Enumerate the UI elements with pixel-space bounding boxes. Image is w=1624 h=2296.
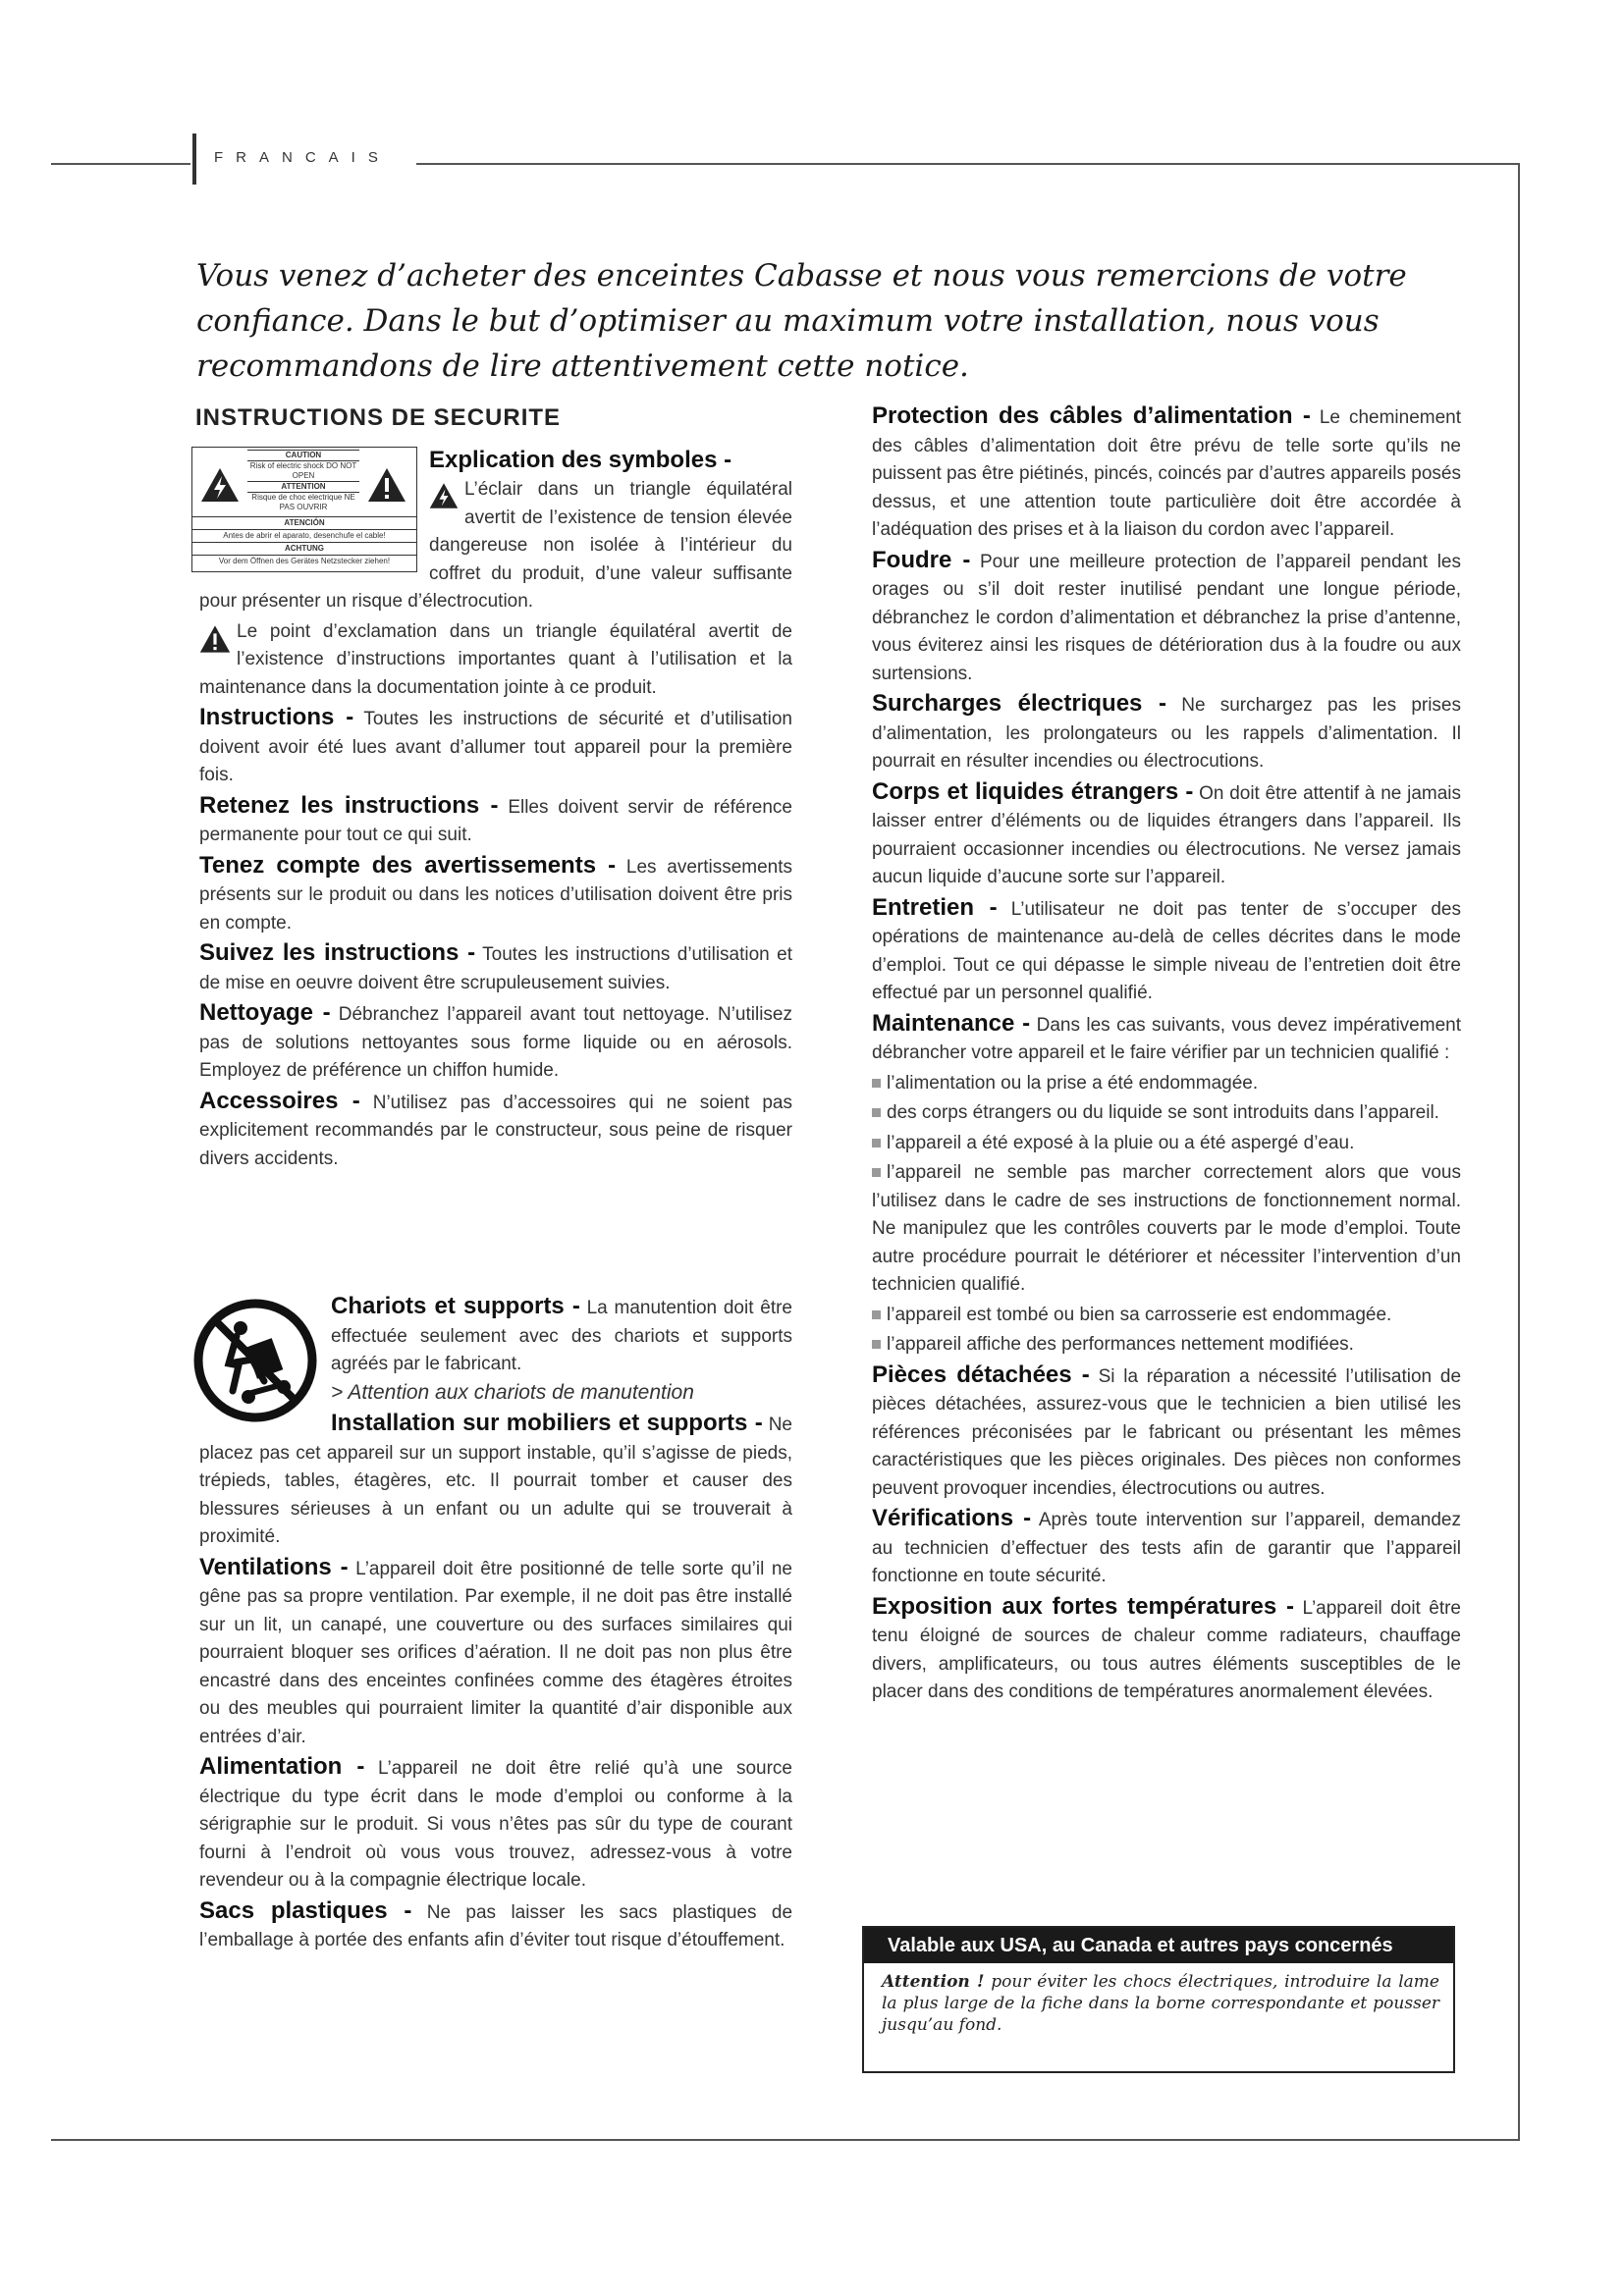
header-tick bbox=[192, 133, 196, 185]
item-text: Pour une meilleure protection de l’appareil pendant les orages ou s’il doit rester inutilisé pendant une longue période, débranchez le cordon d’alimentation et débranchez la prise d’antenne, vous éviterez ainsi les risques de détérioration dus à la foudre ou aux surtensions. bbox=[872, 551, 1461, 684]
maintenance-paragraph bbox=[872, 1010, 1461, 1068]
item-text: Toutes les instructions de sécurité et d’utilisation doivent avoir été lues avant d’allumer tout appareil pour la première fois. bbox=[199, 709, 792, 785]
instruction-item bbox=[199, 704, 792, 790]
frame-bottom-rule bbox=[51, 2139, 1520, 2141]
item-heading: Surcharges électriques - bbox=[872, 690, 1166, 717]
item-text: L’appareil doit être tenu éloigné de sources de chaleur comme radiateurs, chauffage divers, amplificateurs, ou tous autres éléments susceptibles de le placer dans des conditions de températures anormalement élevées. bbox=[872, 1597, 1461, 1702]
exclamation-text: Le point d’exclamation dans un triangle équilatéral avertit de l’existence d’instructions importantes quant à l’utilisation et la maintenance dans la documentation jointe à ce produit. bbox=[199, 620, 792, 698]
warning-label-top bbox=[247, 450, 359, 512]
caution-sub: Risk of electric shock DO NOT OPEN bbox=[249, 460, 357, 480]
item-heading: Foudre - bbox=[872, 546, 971, 573]
instruction-item bbox=[199, 1088, 792, 1174]
achtung-label: ACHTUNG bbox=[192, 542, 416, 556]
item-heading: Suivez les instructions - bbox=[199, 939, 476, 966]
item-text: On doit être attentif à ne jamais laisser entrer d’éléments ou de liquides étrangers dans l’appareil. Ils pourraient occasionner incendies ou électrocutions. Ne versez jamais aucun liquide d’aucune sorte sur l’appareil. bbox=[872, 782, 1461, 887]
item-text: Ne pas laisser les sacs plastiques de l’emballage à portée des enfants afin d’éviter tout risque d’étouffement. bbox=[199, 1901, 793, 1950]
left-column bbox=[195, 404, 793, 1957]
bullet-icon bbox=[872, 1108, 881, 1117]
item-text: Ne surchargez pas les prises d’alimentation, les prolongateurs ou les rappels d’alimentation. Il pourrait en résulter incendies ou électrocutions. bbox=[872, 695, 1461, 772]
instruction-item bbox=[872, 894, 1461, 1008]
bullet-text: l’appareil affiche des performances nettement modifiées. bbox=[887, 1334, 1354, 1355]
item-text: Les avertissements présents sur le produit ou dans les notices d’utilisation doivent être pris en compte. bbox=[199, 856, 793, 934]
maintenance-bullet bbox=[872, 1130, 1461, 1158]
usa-notice-title: Valable aux USA, au Canada et autres pays concernés bbox=[864, 1928, 1453, 1963]
chariots-text: La manutention doit être effectuée seulement avec des chariots et supports agréés par le fabricant. bbox=[331, 1298, 793, 1374]
instruction-item bbox=[872, 402, 1461, 545]
maintenance-bullet bbox=[872, 1302, 1461, 1330]
maintenance-bullet bbox=[872, 1099, 1461, 1128]
maintenance-heading: Maintenance - bbox=[872, 1009, 1031, 1037]
warning-label bbox=[191, 447, 417, 572]
achtung-sub: Vor dem Öffnen des Gerätes Netzstecker ziehen! bbox=[218, 556, 391, 565]
column-spacer bbox=[199, 1175, 792, 1293]
item-heading: Protection des câbles d’alimentation - bbox=[872, 402, 1311, 429]
usa-notice-lead: Attention ! bbox=[882, 1972, 985, 1992]
instruction-item bbox=[199, 1554, 792, 1752]
intro-text: Vous venez d’acheter des enceintes Cabasse et nous vous remercions de votre confiance. Dans le but d’optimiser au maximum votre installation, nous vous recommandons de lire attentivement cette notice. bbox=[196, 258, 1407, 384]
usa-notice-body: pour éviter les chocs électriques, introduire la lame la plus large de la fiche dans la borne correspondante et pousser jusqu’au fond. bbox=[882, 1972, 1439, 2035]
chariots-paragraph bbox=[199, 1293, 792, 1408]
instruction-item bbox=[872, 690, 1461, 776]
item-heading: Exposition aux fortes températures - bbox=[872, 1592, 1295, 1620]
instruction-item bbox=[199, 1753, 792, 1896]
symbols-text: L’éclair dans un triangle équilatéral avertit de l’existence de tension élevée dangereuse non isolée à l’intérieur du coffret du produit, d’une valeur suffisante pour présenter un risque d’électrocution. bbox=[199, 479, 792, 612]
item-text: Après toute intervention sur l’appareil, demandez au technicien d’effectuer des tests afin de garantir que l’appareil fonctionne en toute sécurité. bbox=[872, 1510, 1461, 1586]
item-heading: Pièces détachées - bbox=[872, 1361, 1090, 1388]
chariots-heading: Chariots et supports - bbox=[331, 1293, 580, 1319]
header-rule-left bbox=[51, 163, 190, 165]
instruction-item bbox=[872, 547, 1461, 689]
item-text: L’appareil doit être positionné de telle sorte qu’il ne gêne pas sa propre ventilation. Par exemple, il ne doit pas être installé sur un lit, un canapé, une couverture ou des surfaces similaires qui pourraient bloquer ses orifices d’aération. Il ne doit pas non plus être encastré dans des enceintes confinées comme des étagères étroites ou des meubles qui pourraient limiter la quantité d’air disponible aux entrées d’air. bbox=[199, 1558, 793, 1747]
symbols-heading: Explication des symboles - bbox=[429, 446, 732, 473]
bullet-text: l’appareil a été exposé à la pluie ou a été aspergé d’eau. bbox=[887, 1132, 1355, 1153]
item-heading: Nettoyage - bbox=[199, 999, 331, 1026]
lightning-triangle-icon bbox=[429, 482, 459, 509]
no-trolley-icon bbox=[193, 1299, 317, 1422]
item-heading: Corps et liquides étrangers - bbox=[872, 777, 1194, 805]
item-text: Elles doivent servir de référence permanente pour tout ce qui suit. bbox=[199, 796, 793, 845]
frame-right-rule bbox=[1518, 163, 1520, 2141]
instruction-item bbox=[199, 852, 792, 938]
section-title: INSTRUCTIONS DE SECURITE bbox=[195, 404, 562, 431]
item-heading: Instructions - bbox=[199, 704, 354, 730]
exclamation-triangle-icon bbox=[367, 467, 406, 503]
exclamation-triangle-icon bbox=[199, 624, 231, 654]
instruction-item bbox=[872, 1362, 1461, 1504]
item-heading: Tenez compte des avertissements - bbox=[199, 851, 617, 879]
item-text: Débranchez l’appareil avant tout nettoyage. N’utilisez pas de solutions nettoyantes sous forme liquide ou en aérosols. Employez de préférence un chiffon humide. bbox=[199, 1004, 792, 1081]
item-text: L’appareil ne doit être relié qu’à une source électrique du type écrit dans le mode d’emploi ou conforme à la sérigraphie sur le produit. Si vous n’êtes pas sûr du type de courant fourni à l’endroit où vous vous trouvez, adressez-vous à votre revendeur ou à la compagnie électrique locale. bbox=[199, 1758, 793, 1891]
bullet-text: l’appareil est tombé ou bien sa carrosserie est endommagée. bbox=[887, 1304, 1392, 1325]
bullet-icon bbox=[872, 1340, 881, 1349]
instruction-item bbox=[199, 999, 792, 1086]
item-text: N’utilisez pas d’accessoires qui ne soient pas explicitement recommandés par le constructeur, sous peine de risquer divers accidents. bbox=[199, 1092, 792, 1169]
item-text: L’utilisateur ne doit pas tenter de s’occuper des opérations de maintenance au-delà de celles décrites dans le mode d’emploi. Tout ce qui dépasse le simple niveau de l’entretien doit être effectué par un personnel qualifié. bbox=[872, 898, 1461, 1003]
maintenance-text: Dans les cas suivants, vous devez impérativement débrancher votre appareil et le faire vérifier par un technicien qualifié : bbox=[872, 1014, 1461, 1063]
maintenance-bullet bbox=[872, 1159, 1461, 1300]
bullet-text: l’appareil ne semble pas marcher correctement alors que vous l’utilisez dans le cadre de ses instructions de fonctionnement normal. Ne manipulez que les contrôles couverts par le mode d’emploi. Toute autre procédure pourrait le détériorer et nécessiter l’intervention d’un technicien qualifié. bbox=[872, 1162, 1461, 1295]
item-text: Le cheminement des câbles d’alimentation doit être prévu de telle sorte qu’ils ne puissent pas être piétinés, pincés, coincés par d’autres appareils posés dessus, et une attention toute particulière doit être accordée à l’adéquation des prises et à la liaison du cordon avec l’appareil. bbox=[872, 407, 1462, 540]
instruction-item bbox=[199, 1897, 792, 1955]
caution-label: CAUTION bbox=[247, 450, 359, 461]
instruction-item bbox=[872, 1505, 1461, 1591]
item-heading: Retenez les instructions - bbox=[199, 791, 499, 819]
exclamation-paragraph bbox=[199, 618, 792, 703]
header-rule-right bbox=[416, 163, 1520, 165]
instruction-item bbox=[199, 939, 792, 997]
warning-label-bottom bbox=[192, 516, 416, 567]
maintenance-bullet bbox=[872, 1070, 1461, 1098]
bullet-text: des corps étrangers ou du liquide se sont introduits dans l’appareil. bbox=[887, 1102, 1439, 1123]
attention-sub: Risque de choc electrique NE PAS OUVRIR bbox=[251, 492, 355, 511]
item-heading: Sacs plastiques - bbox=[199, 1896, 412, 1924]
instruction-item bbox=[872, 1593, 1461, 1707]
instruction-item bbox=[199, 1410, 792, 1552]
item-text: Toutes les instructions d’utilisation et de mise en oeuvre doivent être scrupuleusement suivies. bbox=[199, 944, 792, 993]
bullet-icon bbox=[872, 1310, 881, 1319]
maintenance-bullet bbox=[872, 1331, 1461, 1360]
language-label: FRANCAIS bbox=[214, 149, 391, 166]
right-column bbox=[872, 402, 1461, 1709]
bullet-text: l’alimentation ou la prise a été endommagée. bbox=[887, 1072, 1259, 1094]
item-heading: Ventilations - bbox=[199, 1553, 349, 1580]
chariots-note: > Attention aux chariots de manutention bbox=[331, 1380, 694, 1404]
attention-label: ATTENTION bbox=[247, 481, 359, 493]
instruction-item bbox=[199, 792, 792, 850]
usa-notice-box bbox=[862, 1926, 1455, 2073]
instruction-item bbox=[872, 778, 1461, 892]
bullet-icon bbox=[872, 1079, 881, 1088]
bullet-icon bbox=[872, 1168, 881, 1177]
bullet-icon bbox=[872, 1139, 881, 1148]
atencion-sub: Antes de abrir el aparato, desenchufe el cable! bbox=[223, 530, 386, 540]
atencion-label: ATENCIÓN bbox=[192, 516, 416, 530]
item-heading: Accessoires - bbox=[199, 1087, 360, 1114]
usa-notice-text bbox=[864, 1963, 1453, 2036]
item-text: Ne placez pas cet appareil sur un support instable, qu’il s’agisse de pieds, trépieds, tables, étagères, etc. Il pourrait tomber et causer des blessures sérieuses à un enfant ou un adulte qui se trouverait à proximité. bbox=[199, 1415, 792, 1547]
item-text: Si la réparation a nécessité l’utilisation de pièces détachées, assurez-vous que le technicien a bien utilisé les références préconisées par le fabricant ou présentant les mêmes caractéristiques que les pièces originales. Des pièces non conformes peuvent provoquer incendies, électrocutions ou autres. bbox=[872, 1365, 1462, 1499]
lightning-triangle-icon bbox=[200, 467, 240, 503]
item-heading: Installation sur mobiliers et supports - bbox=[331, 1410, 763, 1436]
item-heading: Entretien - bbox=[872, 893, 998, 921]
item-heading: Alimentation - bbox=[199, 1753, 365, 1780]
item-heading: Vérifications - bbox=[872, 1505, 1032, 1531]
